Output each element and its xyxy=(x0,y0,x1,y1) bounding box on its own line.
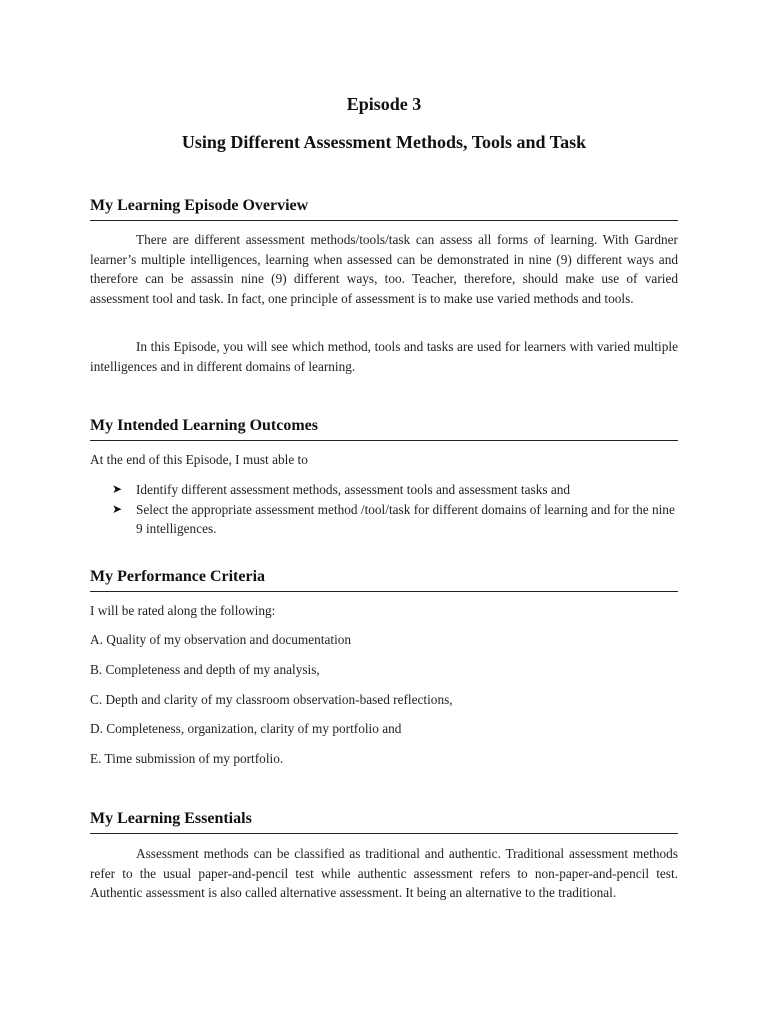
overview-paragraph-1: There are different assessment methods/tools/task can assess all forms of learning. With Gardner learner’s multiple intelligences, learning when assessed can be demonstrated in nine (9) different ways and therefore can be assassin nine (9) different ways, too. Teacher, therefore, should make use of varied assessment tool and task. In fact, one principle of assessment is to make use varied methods and tools. xyxy=(90,232,678,306)
section-heading-essentials: My Learning Essentials xyxy=(90,809,678,834)
outcome-item xyxy=(90,500,678,539)
episode-subtitle: Using Different Assessment Methods, Tools and Task xyxy=(181,132,587,152)
overview-paragraph-2: In this Episode, you will see which method, tools and tasks are used for learners with varied multiple intelligences and in different domains of learning. xyxy=(90,339,678,374)
outcomes-intro: At the end of this Episode, I must able to xyxy=(90,452,308,467)
criteria-intro: I will be rated along the following: xyxy=(90,603,276,618)
outcomes-list xyxy=(90,480,678,539)
criteria-item-c: C. Depth and clarity of my classroom observation-based reflections, xyxy=(90,692,453,707)
essentials-paragraph-1: Assessment methods can be classified as traditional and authentic. Traditional assessment methods refer to the usual paper-and-pencil test while authentic assessment refers to non-paper-and-pencil test. Authentic assessment is also called alternative assessment. It being an alternative to the traditional. xyxy=(90,846,678,900)
section-heading-criteria: My Performance Criteria xyxy=(90,567,678,592)
criteria-item-d: D. Completeness, organization, clarity of my portfolio and xyxy=(90,721,402,736)
criteria-item-e: E. Time submission of my portfolio. xyxy=(90,751,284,766)
arrowhead-bullet-icon: ➤ xyxy=(112,501,123,516)
outcome-item xyxy=(90,480,678,500)
outcome-text: Identify different assessment methods, assessment tools and assessment tasks and xyxy=(136,482,571,497)
section-heading-outcomes: My Intended Learning Outcomes xyxy=(90,416,678,441)
arrowhead-bullet-icon: ➤ xyxy=(112,482,123,496)
outcome-text: Select the appropriate assessment method /tool/task for different domains of learning and for the nine 9 intelligences. xyxy=(136,501,675,536)
criteria-item-b: B. Completeness and depth of my analysis, xyxy=(90,662,320,677)
criteria-item-a: A. Quality of my observation and documentation xyxy=(90,632,352,647)
section-heading-overview: My Learning Episode Overview xyxy=(90,196,678,221)
episode-title: Episode 3 xyxy=(346,94,422,114)
